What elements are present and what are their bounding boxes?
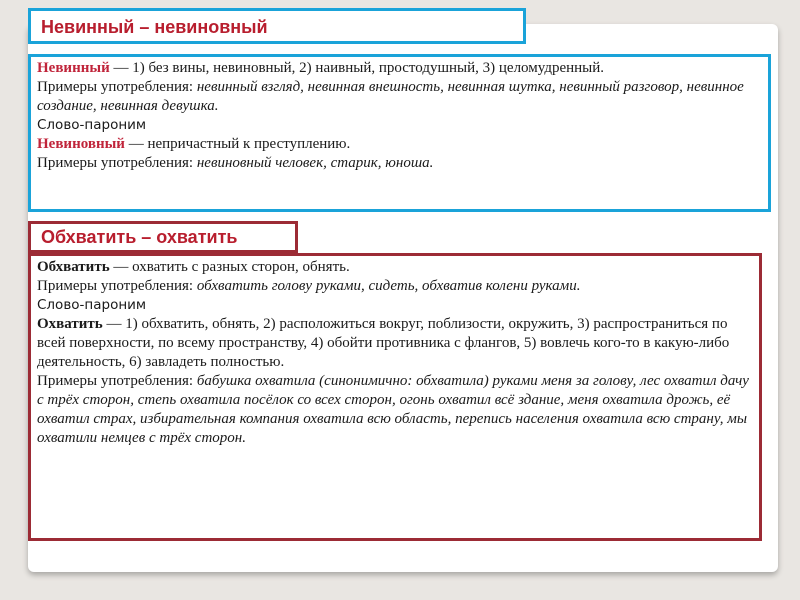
examples-label: Примеры употребления: [37, 79, 197, 95]
examples-text: бабушка охватила (синонимично: обхватила) руками меня за голову, лес охватил дачу с трёх сторон, степь охватила посёлок со всех сторон, огонь охватил всё здание, меня охватила дрожь, её охватил страх, избирательная компания охватила всю область, перепись населения охватила всю страну, мы охватили немцев с трёх сторон. [37, 373, 749, 446]
definition-1 [37, 258, 753, 277]
section2-content [28, 253, 762, 541]
definition-text: — 1) без вины, невиновный, 2) наивный, простодушный, 3) целомудренный. [109, 60, 605, 76]
definition-text: — охватить с разных сторон, обнять. [109, 259, 350, 275]
definition-2 [37, 315, 753, 372]
section1-content [28, 54, 771, 212]
examples-1 [37, 277, 753, 296]
examples-2 [37, 154, 762, 173]
term-nevinny: Невинный [37, 60, 110, 76]
definition-2 [37, 135, 762, 154]
section1-title: Невинный – невиновный [28, 8, 526, 44]
definition-text: — 1) обхватить, обнять, 2) расположиться вокруг, поблизости, окружить, 3) распространиться по всей поверхности, по всему пространству, 4) обойти противника с флангов, 5) вовлечь кого-то в какую-либо деятельность, 6) завладеть полностью. [37, 316, 730, 370]
examples-1 [37, 78, 762, 116]
examples-text: обхватить голову руками, сидеть, обхватив колени руками. [196, 278, 581, 294]
term-nevinovny: Невиновный [37, 136, 125, 152]
examples-2 [37, 372, 753, 448]
paronym-label: Слово-пароним [37, 117, 147, 133]
definition-1 [37, 59, 762, 78]
examples-text: невиновный человек, старик, юноша. [196, 155, 434, 171]
examples-text: невинный взгляд, невинная внешность, невинная шутка, невинный разговор, невинное создание, невинная девушка. [37, 79, 744, 114]
examples-label: Примеры употребления: [37, 155, 197, 171]
section2-title: Обхватить – охватить [28, 221, 298, 253]
examples-label: Примеры употребления: [37, 278, 197, 294]
examples-label: Примеры употребления: [37, 373, 197, 389]
paronym-label: Слово-пароним [37, 297, 147, 313]
term-obkhvatit: Обхватить [37, 259, 110, 275]
term-okhvatit: Охватить [37, 316, 103, 332]
definition-text: — непричастный к преступлению. [124, 136, 351, 152]
